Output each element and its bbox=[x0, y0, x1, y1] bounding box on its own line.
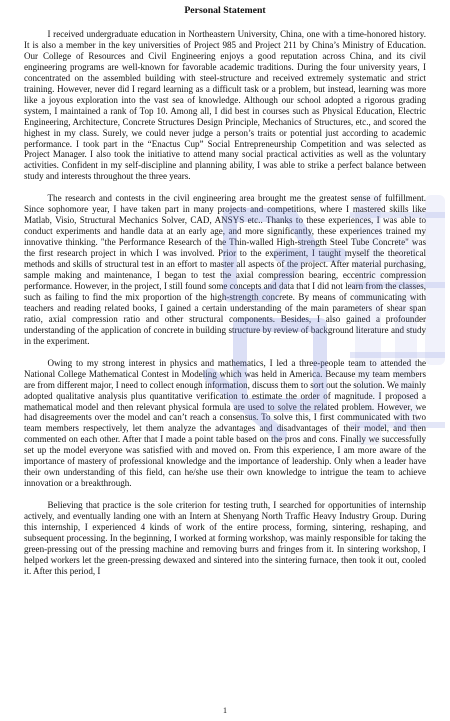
document-title: Personal Statement bbox=[184, 5, 266, 16]
paragraph-research: The research and contests in the civil engineering area brought me the greatest sense of fulfillment. Since sophomore year, I have taken part in many projects and competitions, where I mastered skills like Matlab, Visio, Structural Mechanics Solver, CAD, ANSYS etc.. Thanks to these experiences, I was able to conduct experiments and handle data at an early age, and more significantly, these experiences trained my innovative thinking. "the Performance Research of the Thin-walled High-strength Steel Tube Concrete" was the first research project in which I was involved. Prior to the experiment, I taught myself the theoretical methods and skills of structural test in an effort to master all aspects of the project. After material purchasing, sample making and maintenance, I began to test the axial compression bearing, eccentric compression performance. However, in the project, I still found some concepts and data that I did not learn from the classes, such as failing to find the mix proportion of the high-strength concrete. By means of communicating with teachers and reading related books, I gained a certain understanding of the main parameters of shear span ratio, axial compression ratio and other structural components. Besides, I also gained a profounder understanding of the application of concrete in building structure by review of background literature and study in the experiment. bbox=[24, 193, 426, 346]
paragraph-internship: Believing that practice is the sole criterion for testing truth, I searched for opportunities of internship actively, and eventually landing one with an Intern at Shenyang North Traffic Heavy Industry Group. During this internship, I experienced 4 kinds of work of the entire process, forming, sintering, reshaping, and subsequent processing. In the beginning, I worked at forming workshop, was mainly responsible for taking the green-pressing out of the pressing machine and removing burrs and fringes from it. In sintering workshop, I helped workers let the green-pressing dewaxed and sintered into the sintering furnace, then took it out, cooled it. After this period, I bbox=[24, 500, 426, 576]
page-number: 1 bbox=[223, 706, 227, 715]
paragraph-modeling-contest: Owing to my strong interest in physics and mathematics, I led a three-people team to attended the National College Mathematical Contest in Modeling which was held in America. Because my team members are from different major, I need to collect enough information, discuss them to sort out the solution. We mainly adopted qualitative analysis plus quantitative verification to estimate the order of magnitude. I proposed a mathematical model and then relevant physical formula are used to solve the related problem. However, we had disagreements over the model and can’t reach a consensus. To solve this, I first communicated with two team members respectively, let them analyze the advantages and disadvantages of their model, and then commented on each other. After that I made a point table based on the pros and cons. Finally we successfully set up the model everyone was satisfied with and moved on. From this experience, I am more aware of the importance of mastery of professional knowledge and the importance of leadership. Only when a leader have their own understanding of this field, can he/she use their own knowledge to intrigue the team to achieve innovation or a breakthrough. bbox=[24, 357, 426, 489]
paragraph-education: I received undergraduate education in Northeastern University, China, one with a time-honored history. It is also a member in the key universities of Project 985 and Project 211 by China’s Ministry of Education. Our College of Resources and Civil Engineering enjoys a good reputation across China, and its civil engineering programs are well-known for favorable academic traditions. During the four university years, I concentrated on the assembled building with steel-structure and received extremely systematic and strict training. However, never did I regard learning as a difficult task or a problem, but instead, learning was more like a joyous exploration into the vast sea of knowledge. Although our school adopted a rigorous grading system, I maintained a rank of Top 10. Among all, I did best in courses such as Physical Education, Electric Engineering, Architecture, Concrete Structures Design Principle, Mechanics of Structures, etc., and scored the highest in my class. Surely, we could never judge a person’s traits or potential just according to academic performance. I took part in the “Enactus Cup” Social Entrepreneurship Competition and was selected as Project Manager. I also took the initiative to attend many social practical activities as well as the voluntary activities. Confident in my self-discipline and planning ability, I was able to strike a perfect balance between study and interests throughout the three years. bbox=[24, 29, 426, 182]
